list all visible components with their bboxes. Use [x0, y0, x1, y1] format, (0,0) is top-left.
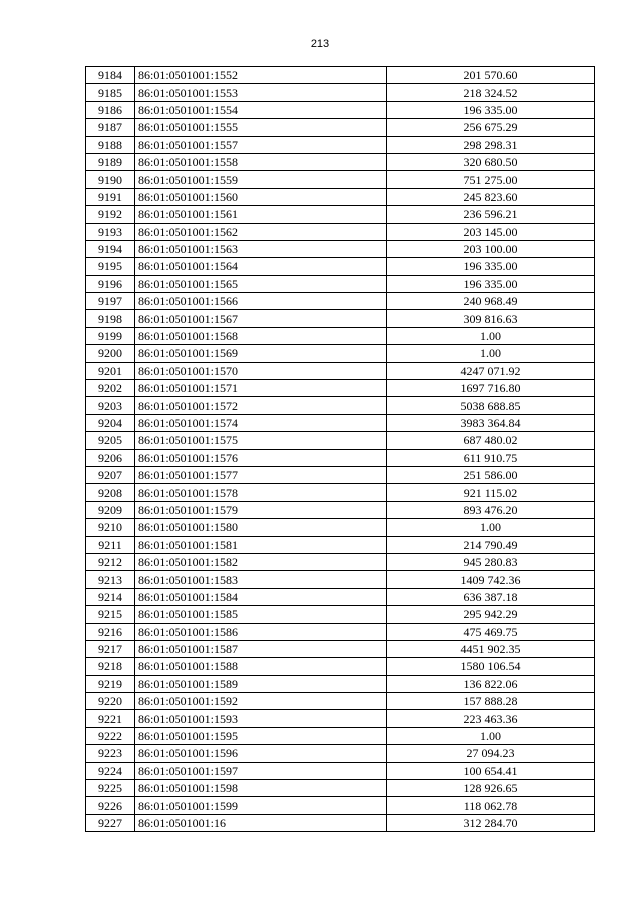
value-cell: 27 094.23 [387, 745, 595, 762]
row-number-cell: 9197 [86, 293, 135, 310]
value-cell: 320 680.50 [387, 153, 595, 170]
cadastral-number-cell: 86:01:0501001:1567 [135, 310, 387, 327]
table-row [86, 675, 595, 692]
table-row [86, 414, 595, 431]
value-cell: 636 387.18 [387, 588, 595, 605]
value-cell: 203 145.00 [387, 223, 595, 240]
value-cell: 236 596.21 [387, 206, 595, 223]
table-row [86, 223, 595, 240]
value-cell: 751 275.00 [387, 171, 595, 188]
cadastral-number-cell: 86:01:0501001:1553 [135, 84, 387, 101]
table-row [86, 501, 595, 518]
value-cell: 312 284.70 [387, 814, 595, 831]
row-number-cell: 9213 [86, 571, 135, 588]
row-number-cell: 9188 [86, 136, 135, 153]
table-row [86, 727, 595, 744]
cadastral-number-cell: 86:01:0501001:1570 [135, 362, 387, 379]
value-cell: 203 100.00 [387, 240, 595, 257]
page-number: 213 [310, 38, 330, 50]
row-number-cell: 9194 [86, 240, 135, 257]
table-row [86, 623, 595, 640]
cadastral-number-cell: 86:01:0501001:1582 [135, 553, 387, 570]
row-number-cell: 9192 [86, 206, 135, 223]
cadastral-number-cell: 86:01:0501001:1583 [135, 571, 387, 588]
table-row [86, 814, 595, 831]
table-row [86, 67, 595, 84]
value-cell: 1.00 [387, 519, 595, 536]
value-cell: 196 335.00 [387, 275, 595, 292]
row-number-cell: 9215 [86, 606, 135, 623]
cadastral-number-cell: 86:01:0501001:1563 [135, 240, 387, 257]
cadastral-number-cell: 86:01:0501001:1569 [135, 345, 387, 362]
value-cell: 256 675.29 [387, 119, 595, 136]
value-cell: 245 823.60 [387, 188, 595, 205]
value-cell: 223 463.36 [387, 710, 595, 727]
cadastral-number-cell: 86:01:0501001:1562 [135, 223, 387, 240]
cadastral-number-cell: 86:01:0501001:1568 [135, 327, 387, 344]
row-number-cell: 9210 [86, 519, 135, 536]
cadastral-number-cell: 86:01:0501001:1579 [135, 501, 387, 518]
value-cell: 475 469.75 [387, 623, 595, 640]
row-number-cell: 9200 [86, 345, 135, 362]
table-row [86, 762, 595, 779]
value-cell: 136 822.06 [387, 675, 595, 692]
value-cell: 1.00 [387, 727, 595, 744]
cadastral-number-cell: 86:01:0501001:1580 [135, 519, 387, 536]
row-number-cell: 9216 [86, 623, 135, 640]
table-row [86, 171, 595, 188]
value-cell: 251 586.00 [387, 466, 595, 483]
cadastral-number-cell: 86:01:0501001:1585 [135, 606, 387, 623]
value-cell: 1409 742.36 [387, 571, 595, 588]
cadastral-number-cell: 86:01:0501001:1566 [135, 293, 387, 310]
row-number-cell: 9227 [86, 814, 135, 831]
table-row [86, 84, 595, 101]
row-number-cell: 9220 [86, 693, 135, 710]
row-number-cell: 9187 [86, 119, 135, 136]
value-cell: 4451 902.35 [387, 640, 595, 657]
value-cell: 687 480.02 [387, 432, 595, 449]
table-row [86, 275, 595, 292]
value-cell: 945 280.83 [387, 553, 595, 570]
cadastral-number-cell: 86:01:0501001:1577 [135, 466, 387, 483]
table-row [86, 449, 595, 466]
table-row [86, 153, 595, 170]
table-row [86, 293, 595, 310]
value-cell: 3983 364.84 [387, 414, 595, 431]
value-cell: 240 968.49 [387, 293, 595, 310]
cadastral-number-cell: 86:01:0501001:1574 [135, 414, 387, 431]
table-row [86, 188, 595, 205]
table-row [86, 484, 595, 501]
cadastral-number-cell: 86:01:0501001:1584 [135, 588, 387, 605]
table-row [86, 397, 595, 414]
value-cell: 201 570.60 [387, 67, 595, 84]
value-cell: 611 910.75 [387, 449, 595, 466]
row-number-cell: 9204 [86, 414, 135, 431]
table-row [86, 588, 595, 605]
row-number-cell: 9209 [86, 501, 135, 518]
value-cell: 295 942.29 [387, 606, 595, 623]
cadastral-number-cell: 86:01:0501001:1571 [135, 380, 387, 397]
cadastral-number-cell: 86:01:0501001:1597 [135, 762, 387, 779]
row-number-cell: 9191 [86, 188, 135, 205]
row-number-cell: 9208 [86, 484, 135, 501]
table-row [86, 640, 595, 657]
cadastral-number-cell: 86:01:0501001:1564 [135, 258, 387, 275]
value-cell: 118 062.78 [387, 797, 595, 814]
cadastral-number-cell: 86:01:0501001:16 [135, 814, 387, 831]
table-row [86, 519, 595, 536]
row-number-cell: 9207 [86, 466, 135, 483]
row-number-cell: 9195 [86, 258, 135, 275]
table-row [86, 136, 595, 153]
table-row [86, 345, 595, 362]
row-number-cell: 9226 [86, 797, 135, 814]
value-cell: 5038 688.85 [387, 397, 595, 414]
row-number-cell: 9217 [86, 640, 135, 657]
cadastral-number-cell: 86:01:0501001:1593 [135, 710, 387, 727]
cadastral-number-cell: 86:01:0501001:1555 [135, 119, 387, 136]
row-number-cell: 9193 [86, 223, 135, 240]
row-number-cell: 9190 [86, 171, 135, 188]
value-cell: 1697 716.80 [387, 380, 595, 397]
row-number-cell: 9221 [86, 710, 135, 727]
value-cell: 1580 106.54 [387, 658, 595, 675]
cadastral-number-cell: 86:01:0501001:1552 [135, 67, 387, 84]
row-number-cell: 9199 [86, 327, 135, 344]
value-cell: 196 335.00 [387, 101, 595, 118]
table-body [86, 67, 595, 832]
table-row [86, 310, 595, 327]
value-cell: 4247 071.92 [387, 362, 595, 379]
table-row [86, 258, 595, 275]
row-number-cell: 9206 [86, 449, 135, 466]
row-number-cell: 9223 [86, 745, 135, 762]
cadastral-number-cell: 86:01:0501001:1586 [135, 623, 387, 640]
value-cell: 309 816.63 [387, 310, 595, 327]
value-cell: 218 324.52 [387, 84, 595, 101]
table-row [86, 693, 595, 710]
row-number-cell: 9222 [86, 727, 135, 744]
value-cell: 893 476.20 [387, 501, 595, 518]
row-number-cell: 9189 [86, 153, 135, 170]
value-cell: 100 654.41 [387, 762, 595, 779]
table-row [86, 553, 595, 570]
value-cell: 1.00 [387, 327, 595, 344]
table-row [86, 658, 595, 675]
row-number-cell: 9184 [86, 67, 135, 84]
row-number-cell: 9224 [86, 762, 135, 779]
cadastral-number-cell: 86:01:0501001:1588 [135, 658, 387, 675]
value-cell: 214 790.49 [387, 536, 595, 553]
value-cell: 1.00 [387, 345, 595, 362]
table-row [86, 101, 595, 118]
cadastral-number-cell: 86:01:0501001:1589 [135, 675, 387, 692]
table-row [86, 606, 595, 623]
table-row [86, 797, 595, 814]
cadastral-number-cell: 86:01:0501001:1560 [135, 188, 387, 205]
row-number-cell: 9202 [86, 380, 135, 397]
table-row [86, 240, 595, 257]
table-row [86, 710, 595, 727]
cadastral-table [85, 66, 595, 832]
cadastral-number-cell: 86:01:0501001:1592 [135, 693, 387, 710]
cadastral-number-cell: 86:01:0501001:1559 [135, 171, 387, 188]
row-number-cell: 9225 [86, 780, 135, 797]
table-row [86, 571, 595, 588]
cadastral-number-cell: 86:01:0501001:1587 [135, 640, 387, 657]
cadastral-number-cell: 86:01:0501001:1558 [135, 153, 387, 170]
table-row [86, 536, 595, 553]
cadastral-number-cell: 86:01:0501001:1575 [135, 432, 387, 449]
value-cell: 298 298.31 [387, 136, 595, 153]
cadastral-number-cell: 86:01:0501001:1578 [135, 484, 387, 501]
row-number-cell: 9185 [86, 84, 135, 101]
row-number-cell: 9212 [86, 553, 135, 570]
cadastral-number-cell: 86:01:0501001:1595 [135, 727, 387, 744]
row-number-cell: 9201 [86, 362, 135, 379]
value-cell: 196 335.00 [387, 258, 595, 275]
table-row [86, 362, 595, 379]
table-row [86, 206, 595, 223]
row-number-cell: 9203 [86, 397, 135, 414]
value-cell: 921 115.02 [387, 484, 595, 501]
row-number-cell: 9186 [86, 101, 135, 118]
cadastral-number-cell: 86:01:0501001:1557 [135, 136, 387, 153]
cadastral-number-cell: 86:01:0501001:1596 [135, 745, 387, 762]
cadastral-number-cell: 86:01:0501001:1599 [135, 797, 387, 814]
cadastral-number-cell: 86:01:0501001:1598 [135, 780, 387, 797]
row-number-cell: 9214 [86, 588, 135, 605]
table-row [86, 745, 595, 762]
cadastral-number-cell: 86:01:0501001:1576 [135, 449, 387, 466]
table-row [86, 432, 595, 449]
table-row [86, 119, 595, 136]
cadastral-number-cell: 86:01:0501001:1561 [135, 206, 387, 223]
table-row [86, 327, 595, 344]
row-number-cell: 9205 [86, 432, 135, 449]
table-row [86, 380, 595, 397]
row-number-cell: 9198 [86, 310, 135, 327]
row-number-cell: 9196 [86, 275, 135, 292]
table-row [86, 780, 595, 797]
table-row [86, 466, 595, 483]
cadastral-number-cell: 86:01:0501001:1572 [135, 397, 387, 414]
cadastral-number-cell: 86:01:0501001:1554 [135, 101, 387, 118]
row-number-cell: 9219 [86, 675, 135, 692]
value-cell: 157 888.28 [387, 693, 595, 710]
row-number-cell: 9218 [86, 658, 135, 675]
cadastral-number-cell: 86:01:0501001:1581 [135, 536, 387, 553]
row-number-cell: 9211 [86, 536, 135, 553]
value-cell: 128 926.65 [387, 780, 595, 797]
cadastral-number-cell: 86:01:0501001:1565 [135, 275, 387, 292]
